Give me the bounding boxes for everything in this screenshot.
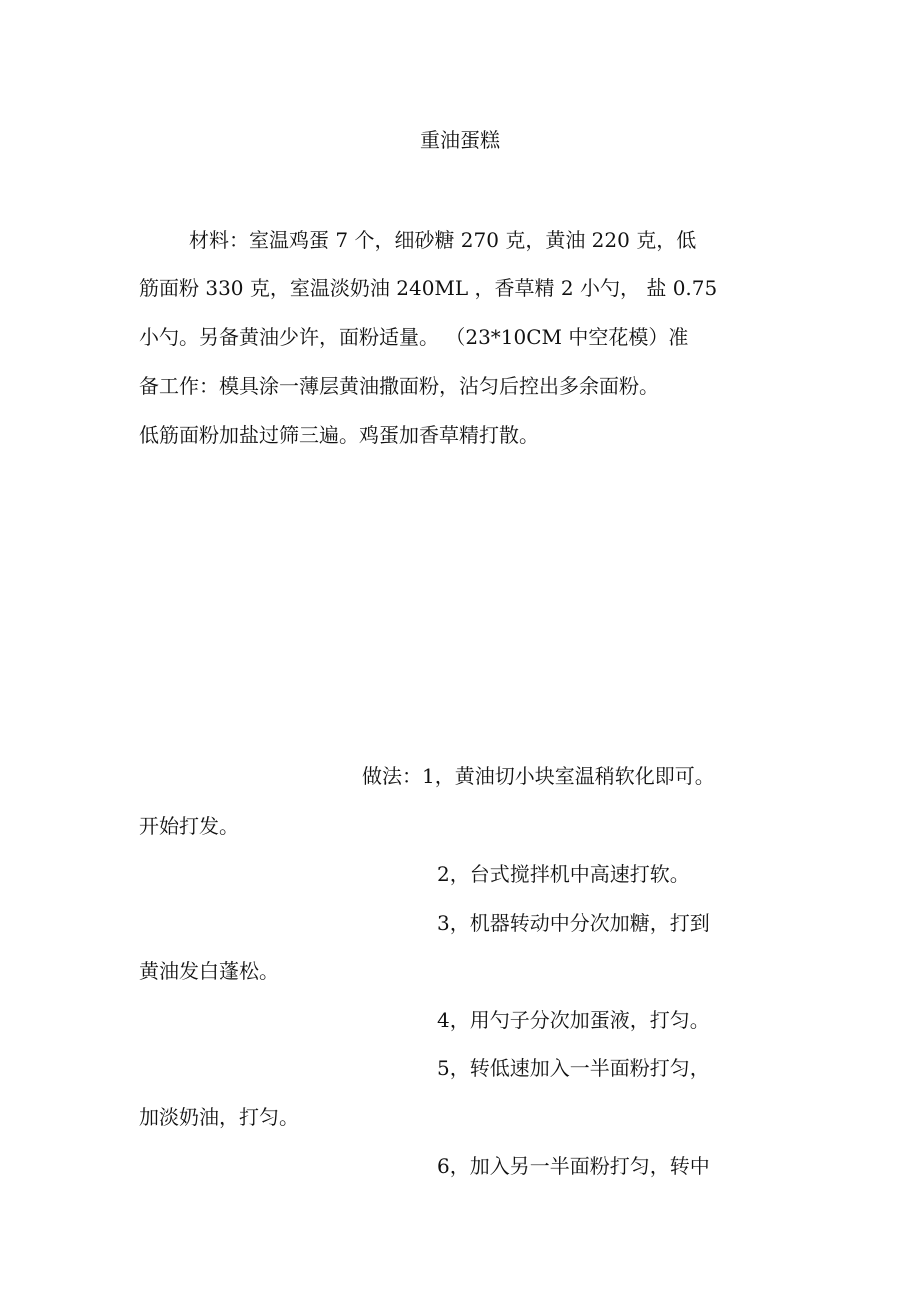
method-step-3: 3，机器转动中分次加糖，打到 [437, 911, 710, 935]
method-step-4: 4，用勺子分次加蛋液，打匀。 [437, 1008, 710, 1032]
method-step-3-continued: 黄油发白蓬松。 [139, 959, 279, 983]
materials-line-2: 筋面粉 330 克，室温淡奶油 240ML ，香草精 2 小勺， 盐 0.75 [139, 276, 718, 300]
method-step-2: 2，台式搅拌机中高速打软。 [437, 862, 690, 886]
materials-line-3: 小勺。另备黄油少许，面粉适量。 （23*10CM 中空花模）准 [139, 325, 689, 349]
materials-line-1: 材料：室温鸡蛋 7 个，细砂糖 270 克，黄油 220 克，低 [189, 228, 697, 252]
materials-line-4: 备工作：模具涂一薄层黄油撒面粉，沾匀后控出多余面粉。 [139, 374, 659, 398]
method-step-5: 5，转低速加入一半面粉打匀， [437, 1056, 710, 1080]
method-step-1: 做法：1，黄油切小块室温稍软化即可。 [362, 764, 715, 788]
document-title: 重油蛋糕 [420, 128, 500, 152]
method-step-1-continued: 开始打发。 [139, 814, 239, 838]
method-step-6: 6，加入另一半面粉打匀，转中 [437, 1154, 710, 1178]
materials-line-5: 低筋面粉加盐过筛三遍。鸡蛋加香草精打散。 [139, 423, 539, 447]
method-step-5-continued: 加淡奶油，打匀。 [139, 1105, 299, 1129]
